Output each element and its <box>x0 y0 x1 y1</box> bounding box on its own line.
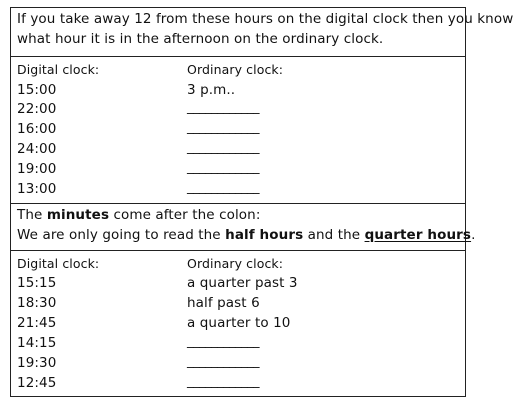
table2-digital-time: 19:30 <box>17 355 57 371</box>
table2-digital-time: 14:15 <box>17 335 57 351</box>
divider <box>11 203 465 204</box>
intro-line-2: what hour it is in the afternoon on the ordinary clock. <box>17 31 384 47</box>
intro-line-1: If you take away 12 from these hours on the digital clock then you know <box>17 11 513 27</box>
table1-digital-time: 22:00 <box>17 101 57 117</box>
table2-header-digital: Digital clock: <box>17 256 100 271</box>
table1-digital-time: 16:00 <box>17 121 57 137</box>
note-line-2: We are only going to read the half hours and the quarter hours. <box>17 227 476 243</box>
table1-answer-blank[interactable]: ____________ <box>187 100 259 115</box>
table2-ordinary-time: a quarter past 3 <box>187 275 298 291</box>
table1-answer-blank[interactable]: ____________ <box>187 180 259 195</box>
table1-answer-blank[interactable]: ____________ <box>187 120 259 135</box>
table1-digital-time: 19:00 <box>17 161 57 177</box>
table2-digital-time: 18:30 <box>17 295 57 311</box>
divider <box>11 250 465 251</box>
table1-answer-blank[interactable]: ____________ <box>187 140 259 155</box>
table2-digital-time: 21:45 <box>17 315 57 331</box>
table1-digital-time: 24:00 <box>17 141 57 157</box>
table2-digital-time: 12:45 <box>17 375 57 391</box>
table2-answer-blank[interactable]: ____________ <box>187 334 259 349</box>
table2-ordinary-time: half past 6 <box>187 295 260 311</box>
table1-header-ordinary: Ordinary clock: <box>187 62 284 77</box>
table1-header-digital: Digital clock: <box>17 62 100 77</box>
table1-digital-time: 13:00 <box>17 181 57 197</box>
table2-ordinary-time: a quarter to 10 <box>187 315 291 331</box>
note-line-1: The minutes come after the colon: <box>17 207 261 223</box>
divider <box>11 56 465 57</box>
table2-answer-blank[interactable]: ____________ <box>187 374 259 389</box>
table2-header-ordinary: Ordinary clock: <box>187 256 284 271</box>
table2-digital-time: 15:15 <box>17 275 57 291</box>
table2-answer-blank[interactable]: ____________ <box>187 354 259 369</box>
table1-answer-blank[interactable]: ____________ <box>187 160 259 175</box>
table1-digital-time: 15:00 <box>17 82 57 98</box>
worksheet <box>10 7 513 397</box>
table1-ordinary-time: 3 p.m.. <box>187 82 236 98</box>
